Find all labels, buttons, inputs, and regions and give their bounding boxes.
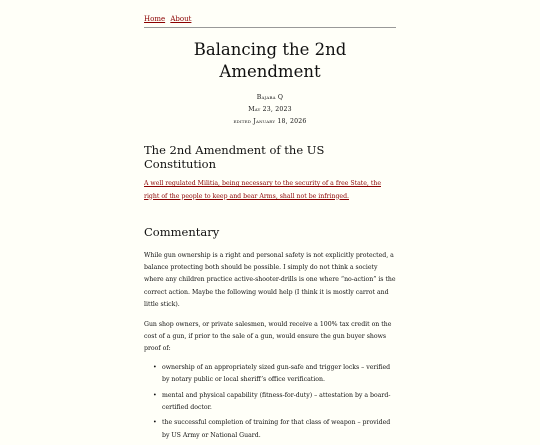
home-link[interactable]: Home bbox=[144, 15, 166, 23]
list-item bbox=[153, 417, 396, 442]
page-title: Balancing the 2nd Amendment bbox=[193, 40, 347, 81]
section-heading-commentary: Commentary bbox=[144, 225, 220, 239]
list-item-text: mental and physical capability (fitness-for-duty) – attestation by a board-certified doctor. bbox=[162, 391, 391, 411]
requirements-list bbox=[144, 362, 396, 442]
bullet-icon: • bbox=[153, 419, 157, 427]
author-name: Bajaba Q bbox=[256, 94, 284, 101]
page-content bbox=[144, 0, 396, 445]
publish-date: May 23, 2023 bbox=[248, 106, 292, 113]
commentary-paragraph-1: While gun ownership is a right and personal safety is not explicitly protected, a balance protecting both should be possible. I simply do not think a society where any children practice active-shooter-drills is one where “no-action” is the correct action. Maybe the following would help (I think it is mostly carrot and little stick). bbox=[144, 251, 396, 309]
list-item bbox=[153, 362, 396, 387]
section-heading-constitution: The 2nd Amendment of the US Constitution bbox=[144, 143, 325, 171]
edited-date: edited January 18, 2026 bbox=[233, 118, 307, 125]
amendment-quote-link[interactable]: A well regulated Militia, being necessary to the security of a free State, the right of the people to keep and bear Arms, shall not be infringed. bbox=[144, 180, 381, 200]
article-meta bbox=[144, 92, 396, 128]
top-nav bbox=[144, 15, 396, 28]
bullet-icon: • bbox=[153, 391, 157, 399]
list-item bbox=[153, 390, 396, 415]
about-link[interactable]: About bbox=[170, 15, 192, 23]
list-item-text: the successful completion of training for that class of weapon – provided by US Army or National Guard. bbox=[162, 419, 391, 439]
bullet-icon: • bbox=[153, 363, 157, 371]
list-item-text: ownership of an appropriately sized gun-safe and trigger locks – verified by notary public or local sheriff’s office verification. bbox=[162, 363, 391, 384]
commentary-paragraph-2: Gun shop owners, or private salesmen, would receive a 100% tax credit on the cost of a gun, if prior to the sale of a gun, would ensure the gun buyer shows proof of: bbox=[144, 320, 392, 353]
